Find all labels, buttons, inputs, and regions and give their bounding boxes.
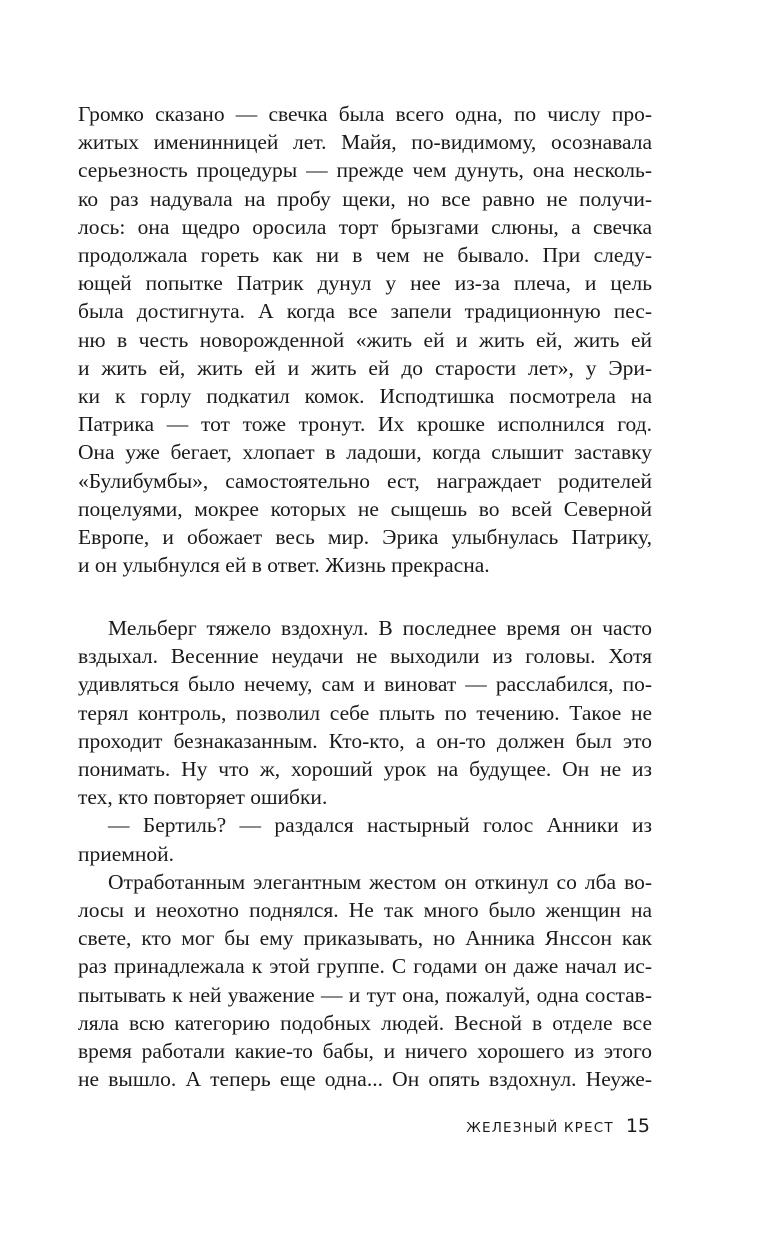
text-line: ко раз надувала на пробу щеки, но все равно не получи- <box>78 186 652 211</box>
paragraph-melberg <box>78 614 652 811</box>
text-line: Европе, и обожает весь мир. Эрика улыбнулась Патрику, <box>78 525 652 550</box>
text-line: раз принадлежала к этой группе. С годами он даже начал ис- <box>78 954 652 979</box>
text-line: пытывать к ней уважение — и тут она, пожалуй, одна состав- <box>78 982 652 1007</box>
text-line: — Бертиль? — раздался настырный голос Анники из <box>108 813 652 838</box>
text-line: ню в честь новорожденной «жить ей и жить ей, жить ей <box>78 327 652 352</box>
text-line: и он улыбнулся ей в ответ. Жизнь прекрасна. <box>78 553 490 578</box>
text-line: Отработанным элегантным жестом он откинул со лба во- <box>108 869 652 894</box>
text-line: Патрика — тот тоже тронут. Их крошке исполнился год. <box>78 412 652 437</box>
text-line: свете, кто мог бы ему приказывать, но Анника Янссон как <box>78 926 652 951</box>
text-line: «Булибумбы», самостоятельно ест, награждает родителей <box>78 468 652 493</box>
text-line: продолжала гореть как ни в чем не бывало. При следу- <box>78 243 652 268</box>
text-line: вздыхал. Весенние неудачи не выходили из головы. Хотя <box>78 644 652 669</box>
text-line: Она уже бегает, хлопает в ладоши, когда слышит заставку <box>78 440 652 465</box>
text-line: понимать. Ну что ж, хороший урок на будущее. Он не из <box>78 757 652 782</box>
text-line: Громко сказано — свечка была всего одна, по числу про- <box>78 102 652 126</box>
section-2 <box>78 614 652 1093</box>
text-line: и жить ей, жить ей и жить ей до старости лет», у Эри- <box>78 355 652 380</box>
text-line: поцелуями, мокрее которых не сыщешь во всей Северной <box>78 496 652 521</box>
text-line: удивляться было нечему, сам и виноват — расслабился, по- <box>78 672 652 697</box>
text-line: приемной. <box>78 841 175 866</box>
section-1 <box>78 100 652 579</box>
text-line: тех, кто повторяет ошибки. <box>78 785 328 810</box>
text-line: время работали какие-то бабы, и ничего хорошего из этого <box>78 1039 652 1064</box>
text-line: ющей попытке Патрик дунул у нее из-за плеча, и цель <box>78 271 652 296</box>
text-line: проходит безнаказанным. Кто-кто, а он-то должен был это <box>78 728 652 753</box>
text-line: житых именинницей лет. Майя, по-видимому, осознавала <box>78 130 652 155</box>
text-line: была достигнута. А когда все запели традиционную пес- <box>78 299 652 324</box>
text-line: ляла всю категорию подобных людей. Весной в отделе все <box>78 1010 652 1035</box>
running-footer <box>466 1115 650 1137</box>
text-line: серьезность процедуры — прежде чем дунуть, она несколь- <box>78 158 652 183</box>
text-line: лосы и неохотно поднялся. Не так много было женщин на <box>78 898 652 923</box>
paragraph-dialogue <box>78 811 652 867</box>
paragraph-annika <box>78 868 652 1094</box>
page-number: 15 <box>625 1115 650 1137</box>
text-line: Мельберг тяжело вздохнул. В последнее время он часто <box>108 616 652 640</box>
text-line: ки к горлу подкатил комок. Исподтишка посмотрела на <box>78 384 652 409</box>
text-line: лось: она щедро оросила торт брызгами слюны, а свечка <box>78 214 652 239</box>
paragraph-birthday <box>78 100 652 579</box>
book-title: ЖЕЛЕЗНЫЙ КРЕСТ <box>466 1120 614 1136</box>
text-line: терял контроль, позволил себе плыть по течению. Такое не <box>78 700 652 725</box>
text-line: не вышло. А теперь еще одна... Он опять вздохнул. Неуже- <box>78 1067 652 1092</box>
